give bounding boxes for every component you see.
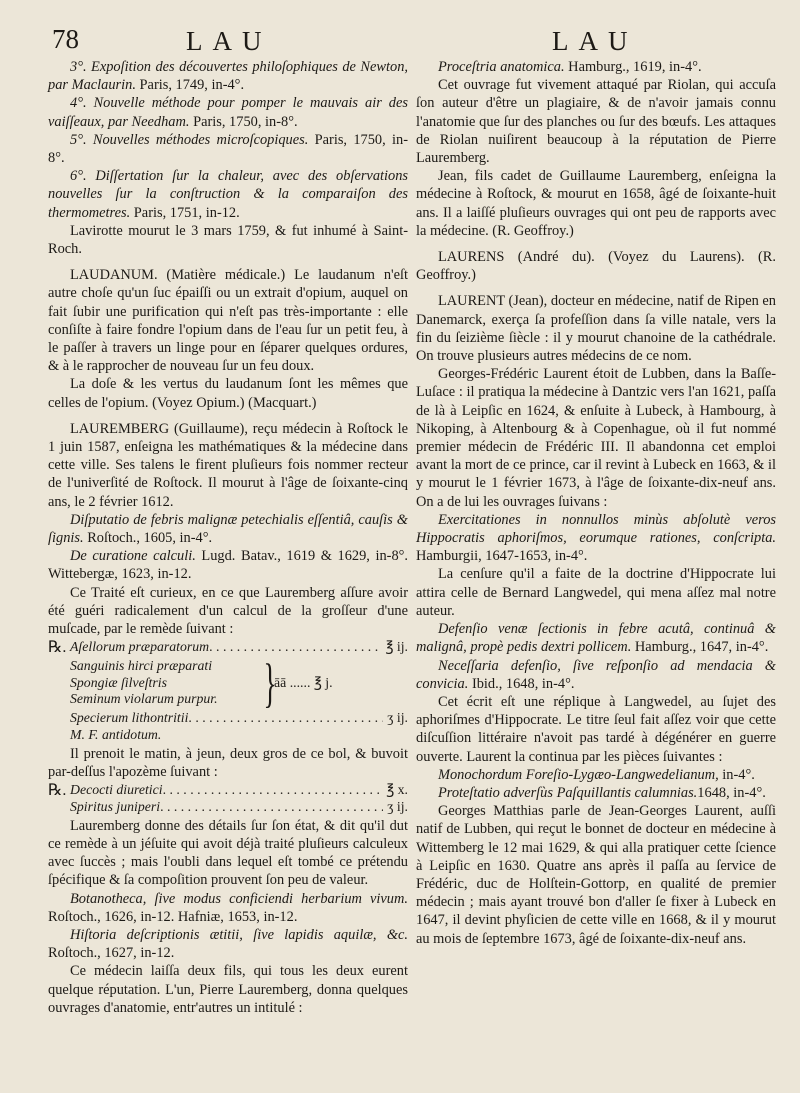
work-entry: Proteſtatio adverſùs Paſquillantis calumnias.1648, in-4°. [438, 784, 766, 801]
entry-laurens: LAURENS (André du). (Voyez du Laurens). (R. Geoffroy.) [416, 249, 776, 284]
recipe-ingredient: Seminum violarum purpur. [70, 691, 218, 707]
entry-laudanum: LAUDANUM. (Matière médicale.) Le laudanum n'eſt autre choſe qu'un ſuc épaiſſi ou un extrait d'opium, auquel on fait ſubir une purification qui n'eſt pas très-importante : elle conſiſte à faire fondre l'opium dans de l'eau ſur un petit feu, à le paſſer à travers un linge pour en ſéparer quelques ordures, & à le rapprocher de nouveau ſur un feu doux. [48, 267, 408, 375]
recipe-line: Decocti diuretici . . . ℥ x. [70, 782, 408, 799]
work-entry: De curatione calculi. Lugd. Batav., 1619 & 1629, in-8°. Wittebergæ, 1623, in-12. [48, 548, 408, 583]
recipe-symbol: ℞. [48, 782, 67, 800]
body-paragraph: La doſe & les vertus du laudanum ſont les mêmes que celles de l'opium. (Voyez Opium.) (Macquart.) [48, 376, 408, 411]
body-paragraph: Georges Matthias parle de Jean-Georges Laurent, auſſi natif de Lubben, qui reçut le bonnet de docteur en médecine à Wittemberg le 12 mai 1629, & qui alla pratiquer cette ſcience à Leipſic en 1630. Quatre ans après il paſſa au ſervice de Frédéric, duc de Holſtein-Gottorp, en qualité de premier médecin ; mais ayant trouvé bon d'aller ſe fixer à Lubeck en 1647, il devint phyſicien de cette ville en 1668, & il y mourut au mois de ſeptembre 1673, âgé de ſoixante-dix-neuf ans. [416, 803, 776, 947]
right-column [416, 58, 776, 948]
body-paragraph: Ce médecin laiſſa deux fils, qui tous les deux eurent quelque réputation. L'un, Pierre Lauremberg, donna quelques ouvrages d'anatomie, entr'autres un intitulé : [48, 963, 408, 1016]
work-entry: Diſputatio de febris malignæ petechialis eſſentiâ, cauſis & ſignis. Roſtoch., 1605, in-4°. [48, 511, 408, 547]
body-paragraph: Lavirotte mourut le 3 mars 1759, & fut inhumé à Saint-Roch. [48, 222, 408, 258]
body-paragraph: Ce Traité eſt curieux, en ce que Lauremberg aſſure avoir été guéri radicalement d'un calcul de la groſſeur d'une muſcade, par le remède ſuivant : [48, 584, 408, 638]
recipe-line: Specierum lithontritii . . . ʒ ij. [70, 710, 408, 727]
body-paragraph: Jean, fils cadet de Guillaume Lauremberg, enſeigna la médecine à Roſtock, & mourut en 1658, âgé de ſoixante-huit ans. Il a laiſſé pluſieurs ouvrages qui ont peu de rapports avec la médecine. (R. Geoffroy.) [416, 168, 776, 239]
running-title-right: LAU [552, 26, 638, 56]
work-entry: 6°. Diſſertation ſur la chaleur, avec des obſervations nouvelles ſur la conſtruction & la comparaiſon des thermometres. Paris, 1751, in-12. [48, 168, 408, 221]
work-entry: Proceſtria anatomica. Hamburg., 1619, in-4°. [438, 59, 702, 75]
recipe-ingredient: Spongiæ ſilveſtris [70, 674, 167, 690]
entry-laurent: LAURENT (Jean), docteur en médecine, natif de Ripen en Danemarck, exerça ſa profeſſion dans ſa ville natale, vers la fin du ſeizième ſiècle : il y mourut chanoine de la cathédrale. On trouve plusieurs autres médecins de ce nom. [416, 293, 776, 365]
recipe-line: M. F. antidotum. [70, 726, 162, 742]
running-title-left: LAU [186, 26, 272, 56]
body-paragraph: Georges-Frédéric Laurent étoit de Lubben, dans la Baſſe-Luſace : il pratiqua la médecine à Dantzic vers l'an 1621, paſſa de là à Leipſic en 1624, & enſuite à Lubeck, à Hambourg, à Nikoping, à Altenbourg & à Copenhague, où il fut nommé premier médecin de Frédéric III. Il abandonna cet emploi avant la mort de ce prince, car il revint à Lubeck en 1663, & il y mourut le 1 février 1673, à l'âge de ſoixante-dix-neuf ans. On a de lui les ouvrages ſuivans : [416, 366, 776, 510]
entry-lauremberg: LAUREMBERG (Guillaume), reçu médecin à Roſtock le 1 juin 1587, enſeigna les mathématiques & la médecine dans cette ville. Ses talens le firent pluſieurs fois nommer recteur de l'univerſité de Roſtock. Il mourut à l'âge de ſoixante-cinq ans, le 2 février 1612. [48, 420, 408, 510]
brace-mark: } [263, 653, 277, 714]
work-entry: Defenſio venæ ſectionis in febre acutâ, continuâ & malignâ, propè pedis dextri pollicem. Hamburg., 1647, in-4°. [416, 621, 776, 656]
recipe-line: Aſellorum præparatorum . . . ℥ ij. [70, 639, 408, 656]
recipe-block [48, 639, 408, 743]
recipe-line: Spiritus juniperi . . . ʒ ij. [70, 799, 408, 816]
body-paragraph: Lauremberg donne des détails ſur ſon état, & dit qu'il dut ce remède à un jéſuite qui avoit déjà traité pluſieurs calculeux avec ſuccès ; mais l'oubli dans lequel eſt tombé ce prétendu ſpécifique & ſa compoſition prouvent ſon peu de valeur. [48, 817, 408, 889]
work-entry: 5°. Nouvelles méthodes microſcopiques. Paris, 1750, in-8°. [48, 131, 408, 167]
work-entry: Monochordum Foreſio-Lygæo-Langwedelianum, in-4°. [438, 766, 755, 783]
left-column [48, 58, 408, 1017]
body-paragraph: Cet écrit eſt une réplique à Langwedel, au ſujet des aphoriſmes d'Hippocrate. Le titre ſeul fait aſſez voir que cette diſcuſſion littéraire n'avoit pas tardé à dégénérer en guerre ouverte. Laurent la continua par les pièces ſuivantes : [416, 693, 776, 765]
recipe-group-quantity: āā ...... ℥ j. [274, 674, 333, 690]
work-entry: Botanotheca, ſive modus conficiendi herbarium vivum. Roſtoch., 1626, in-12. Hafniæ, 1653, in-12. [48, 890, 408, 925]
recipe-group [70, 653, 408, 714]
recipe-ingredient: Sanguinis hirci præparati [70, 657, 213, 673]
body-paragraph: Il prenoit le matin, à jeun, deux gros de ce bol, & buvoit par-deſſus l'apozème ſuivant : [48, 745, 408, 780]
page-number: 78 [52, 24, 79, 54]
work-entry: Neceſſaria defenſio, ſive reſponſio ad mendacia & convicia. Ibid., 1648, in-4°. [416, 657, 776, 692]
work-entry: 4°. Nouvelle méthode pour pomper le mauvais air des vaiſſeaux, par Needham. Paris, 1750, in-8°. [48, 95, 408, 130]
recipe-block [48, 782, 408, 816]
work-entry: Hiſtoria deſcriptionis ætitii, ſive lapidis aquilæ, &c. Roſtoch., 1627, in-12. [48, 926, 408, 962]
body-paragraph: La cenſure qu'il a faite de la doctrine d'Hippocrate lui attira celle de Bernard Langwedel, qui mena aſſez mal notre auteur. [416, 566, 776, 619]
body-paragraph: Cet ouvrage fut vivement attaqué par Riolan, qui accuſa ſon auteur d'être un plagiaire, & de n'avoir jamais connu l'anatomie que ſur des planches ou ſur des bœufs. Les attaques de Riolan nuiſirent beaucoup à la réputation de Pierre Lauremberg. [416, 77, 776, 167]
work-entry: 3°. Expoſition des découvertes philoſophiques de Newton, par Maclaurin. Paris, 1749, in-4°. [48, 59, 408, 94]
work-entry: Exercitationes in nonnullos minùs abſolutè veros Hippocratis aphoriſmos, eorumque rationes, conſcripta. Hamburgii, 1647-1653, in-4°. [416, 511, 776, 565]
recipe-symbol: ℞. [48, 639, 67, 657]
